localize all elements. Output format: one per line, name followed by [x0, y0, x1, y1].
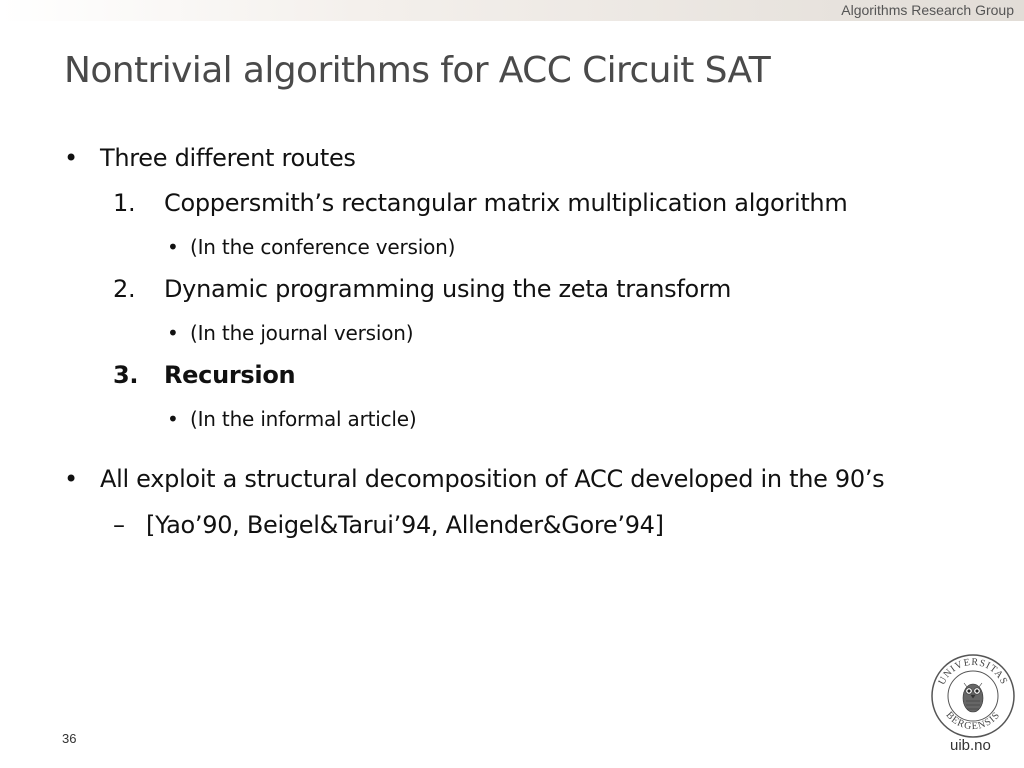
references: [Yao’90, Beigel&Tarui’94, Allender&Gore’94] [146, 511, 664, 539]
dash-marker: – [113, 511, 125, 539]
bullet-acc-decomposition: All exploit a structural decomposition of ACC developed in the 90’s [100, 465, 885, 493]
sub-bullet-marker: • [167, 321, 179, 345]
route-3-text: Recursion [164, 361, 296, 389]
route-1-note: (In the conference version) [190, 235, 456, 259]
sub-bullet-marker: • [167, 235, 179, 259]
bullet-marker: • [64, 144, 78, 172]
page-number: 36 [62, 731, 77, 746]
slide-title: Nontrivial algorithms for ACC Circuit SAT [64, 50, 771, 91]
svg-text:UNIVERSITAS [936, 657, 1009, 687]
header-bar [0, 0, 1024, 21]
bullet-marker: • [64, 465, 78, 493]
header-group-name: Algorithms Research Group [841, 2, 1014, 18]
owl-icon [963, 683, 983, 712]
route-2-number: 2. [113, 275, 136, 303]
university-seal-logo [930, 653, 1016, 739]
route-2-text: Dynamic programming using the zeta transform [164, 275, 732, 303]
route-3-number: 3. [113, 361, 139, 389]
seal-text-top: UNIVERSITAS [936, 656, 1010, 687]
bullet-three-routes: Three different routes [100, 144, 356, 172]
sub-bullet-marker: • [167, 407, 179, 431]
footer-url[interactable]: uib.no [950, 737, 991, 754]
route-2-note: (In the journal version) [190, 321, 414, 345]
route-1-text: Coppersmith’s rectangular matrix multiplication algorithm [164, 189, 848, 217]
seal-text-bottom: BERGENSIS [943, 709, 1003, 733]
route-3-note: (In the informal article) [190, 407, 417, 431]
route-1-number: 1. [113, 189, 136, 217]
